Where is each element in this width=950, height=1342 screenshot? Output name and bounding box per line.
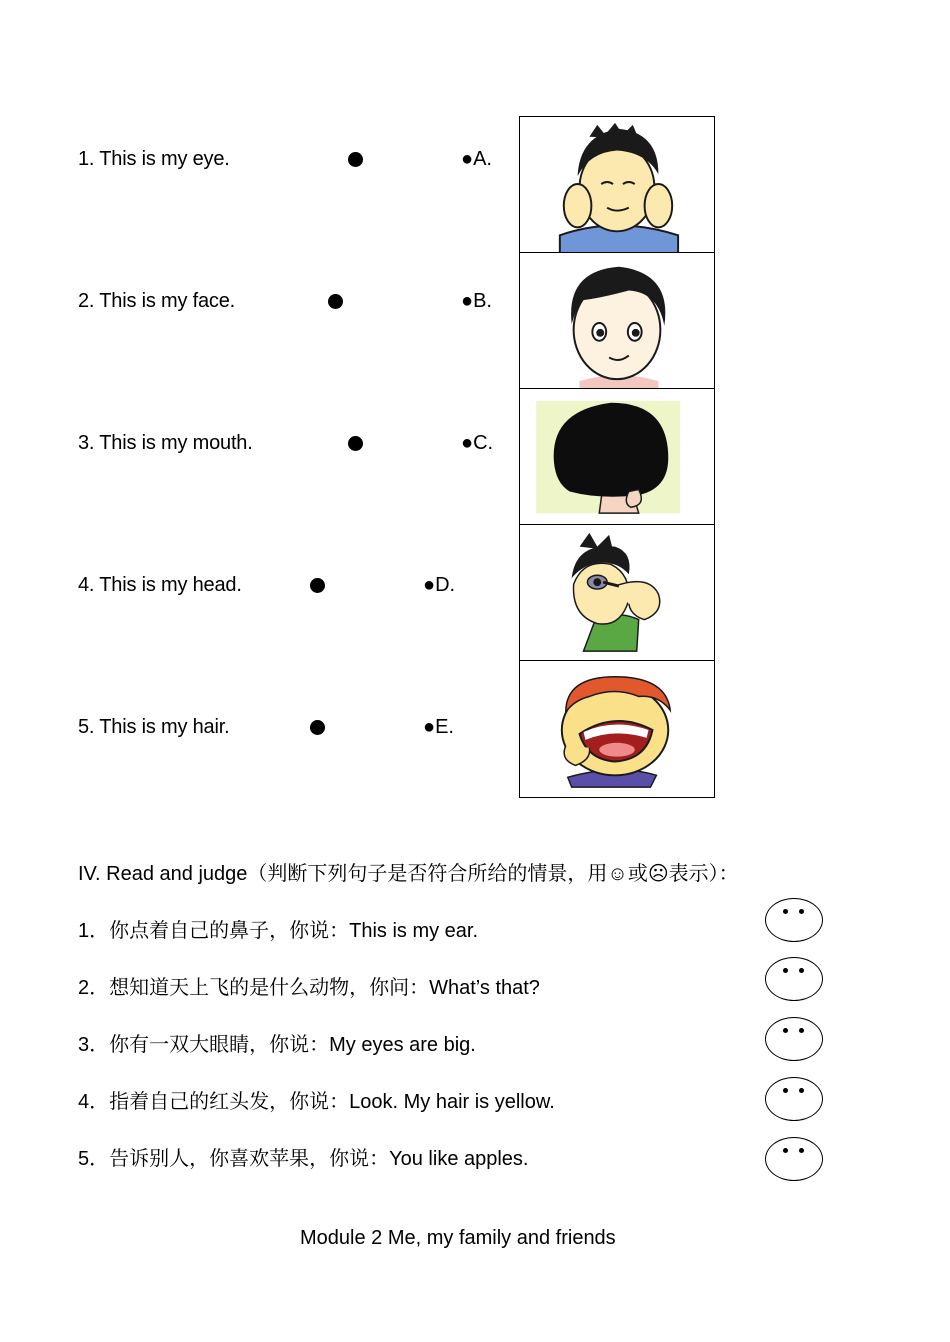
match-letter-d[interactable]: ●D. bbox=[423, 574, 456, 596]
boy-holding-face-icon bbox=[520, 117, 714, 253]
judge-item-4: 4．指着自己的红头发，你说：Look. My hair is yellow. bbox=[78, 1091, 555, 1113]
match-item-3: 3. This is my mouth. bbox=[78, 432, 253, 454]
answer-face-2-icon[interactable] bbox=[765, 957, 823, 1001]
match-dot-left-5[interactable] bbox=[310, 720, 325, 735]
answer-face-3-icon[interactable] bbox=[765, 1017, 823, 1061]
match-item-4: 4. This is my head. bbox=[78, 574, 242, 596]
picture-d-eye bbox=[519, 524, 715, 662]
judge-item-5: 5．告诉别人，你喜欢苹果，你说：You like apples. bbox=[78, 1148, 529, 1170]
boy-showing-mouth-icon bbox=[520, 661, 714, 797]
match-dot-left-2[interactable] bbox=[328, 294, 343, 309]
match-dot-left-1[interactable] bbox=[348, 152, 363, 167]
answer-face-1-icon[interactable] bbox=[765, 898, 823, 942]
match-letter-b[interactable]: ●B. bbox=[461, 290, 492, 312]
judge-item-2: 2．想知道天上飞的是什么动物，你问：What’s that? bbox=[78, 977, 540, 999]
match-item-1: 1. This is my eye. bbox=[78, 148, 230, 170]
match-item-5: 5. This is my hair. bbox=[78, 716, 230, 738]
answer-face-5-icon[interactable] bbox=[765, 1137, 823, 1181]
module-title: Module 2 Me, my family and friends bbox=[300, 1227, 616, 1249]
match-item-2: 2. This is my face. bbox=[78, 290, 235, 312]
match-letter-a[interactable]: ●A. bbox=[461, 148, 492, 170]
back-of-head-icon bbox=[520, 389, 714, 525]
judge-item-1: 1．你点着自己的鼻子，你说：This is my ear. bbox=[78, 920, 479, 942]
answer-face-4-icon[interactable] bbox=[765, 1077, 823, 1121]
judge-item-3: 3．你有一双大眼睛，你说：My eyes are big. bbox=[78, 1034, 476, 1056]
picture-a-face bbox=[519, 116, 715, 254]
match-dot-left-4[interactable] bbox=[310, 578, 325, 593]
match-letter-e[interactable]: ●E. bbox=[423, 716, 454, 738]
picture-e-mouth bbox=[519, 660, 715, 798]
match-letter-c[interactable]: ●C. bbox=[461, 432, 494, 454]
picture-c-head bbox=[519, 388, 715, 526]
section-iv-title: IV. Read and judge（判断下列句子是否符合所给的情景，用☺或☹表示）： bbox=[78, 863, 739, 885]
match-dot-left-3[interactable] bbox=[348, 436, 363, 451]
boy-smiling-face-icon bbox=[520, 253, 714, 389]
boy-pointing-eye-icon bbox=[520, 525, 714, 661]
picture-b-face bbox=[519, 252, 715, 390]
